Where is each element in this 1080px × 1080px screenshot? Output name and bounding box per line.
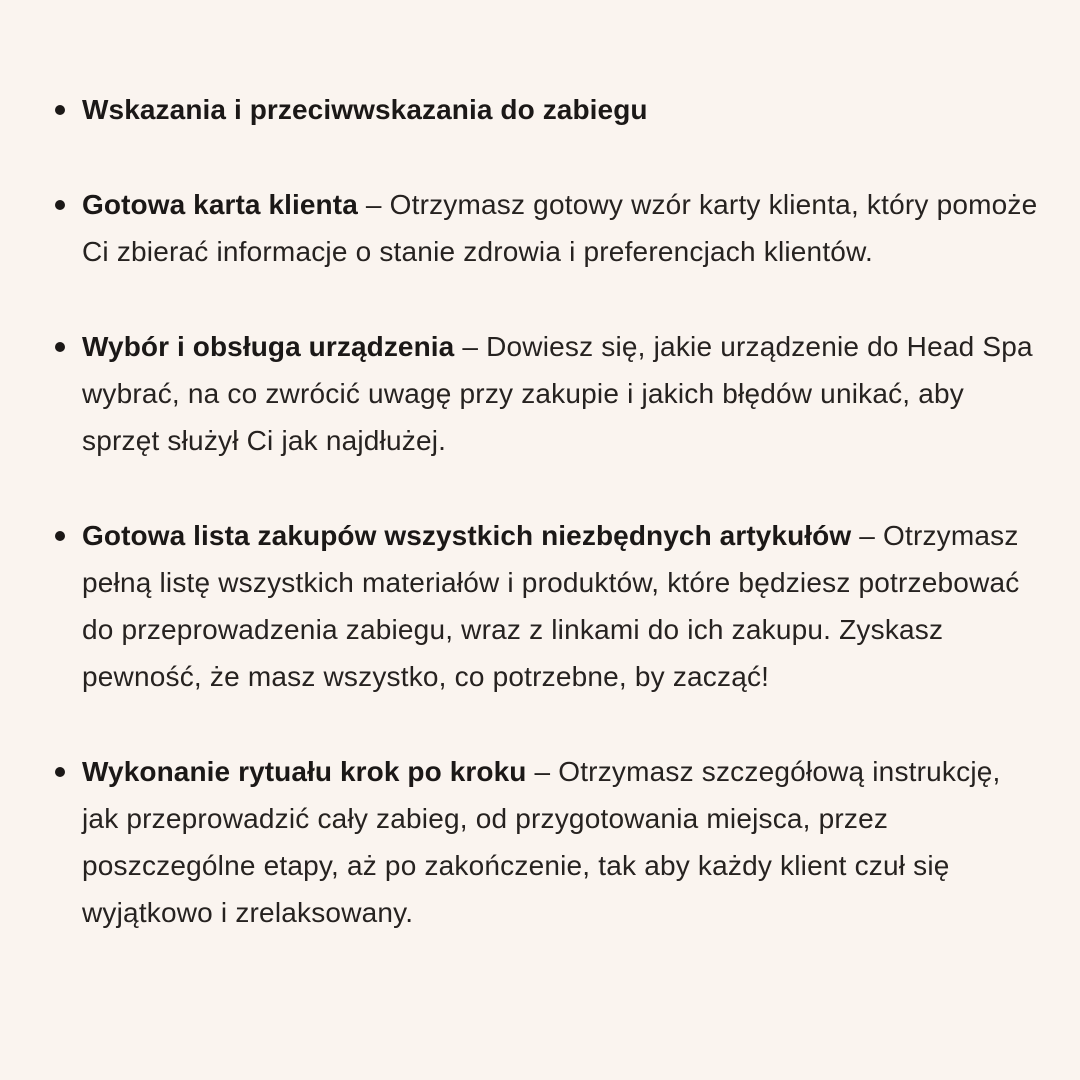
list-item-text bbox=[82, 512, 1038, 700]
list-item-title: Wskazania i przeciwwskazania do zabiegu bbox=[82, 94, 648, 125]
list-item bbox=[55, 181, 1038, 275]
list-item-title: Gotowa lista zakupów wszystkich niezbędnych artykułów bbox=[82, 520, 852, 551]
list-item-text bbox=[82, 181, 1038, 275]
list-item-separator: – bbox=[454, 331, 487, 362]
list-item-description: Otrzymasz pełną listę wszystkich materiałów i produktów, które będziesz potrzebować do przeprowadzenia zabiegu, wraz z linkami do ich zakupu. Zyskasz pewność, że masz wszystko, co potrzebne, by zacząć! bbox=[82, 520, 1020, 692]
bullet-icon bbox=[55, 200, 65, 210]
list-item-description: Otrzymasz szczegółową instrukcję, jak przeprowadzić cały zabieg, od przygotowania miejsca, przez poszczególne etapy, aż po zakończenie, tak aby każdy klient czuł się wyjątkowo i zrelaksowany. bbox=[82, 756, 1001, 928]
bullet-icon bbox=[55, 531, 65, 541]
feature-list bbox=[55, 86, 1038, 936]
list-item-title: Gotowa karta klienta bbox=[82, 189, 358, 220]
list-item-separator: – bbox=[357, 189, 390, 220]
list-item-separator: – bbox=[851, 520, 883, 551]
bullet-icon bbox=[55, 105, 65, 115]
list-item bbox=[55, 512, 1038, 700]
list-item bbox=[55, 323, 1038, 464]
bullet-icon bbox=[55, 342, 65, 352]
list-item-description: Otrzymasz gotowy wzór karty klienta, który pomoże Ci zbierać informacje o stanie zdrowia i preferencjach klientów. bbox=[82, 189, 1038, 267]
list-item bbox=[55, 86, 1038, 133]
list-item bbox=[55, 748, 1038, 936]
list-item-title: Wybór i obsługa urządzenia bbox=[82, 331, 455, 362]
list-item-separator: – bbox=[526, 756, 559, 787]
list-item-description: Dowiesz się, jakie urządzenie do Head Spa wybrać, na co zwrócić uwagę przy zakupie i jakich błędów unikać, aby sprzęt służył Ci jak najdłużej. bbox=[82, 331, 1033, 456]
bullet-icon bbox=[55, 767, 65, 777]
list-item-text bbox=[82, 86, 1038, 133]
list-item-text bbox=[82, 748, 1038, 936]
list-item-text bbox=[82, 323, 1038, 464]
list-item-title: Wykonanie rytuału krok po kroku bbox=[82, 756, 527, 787]
